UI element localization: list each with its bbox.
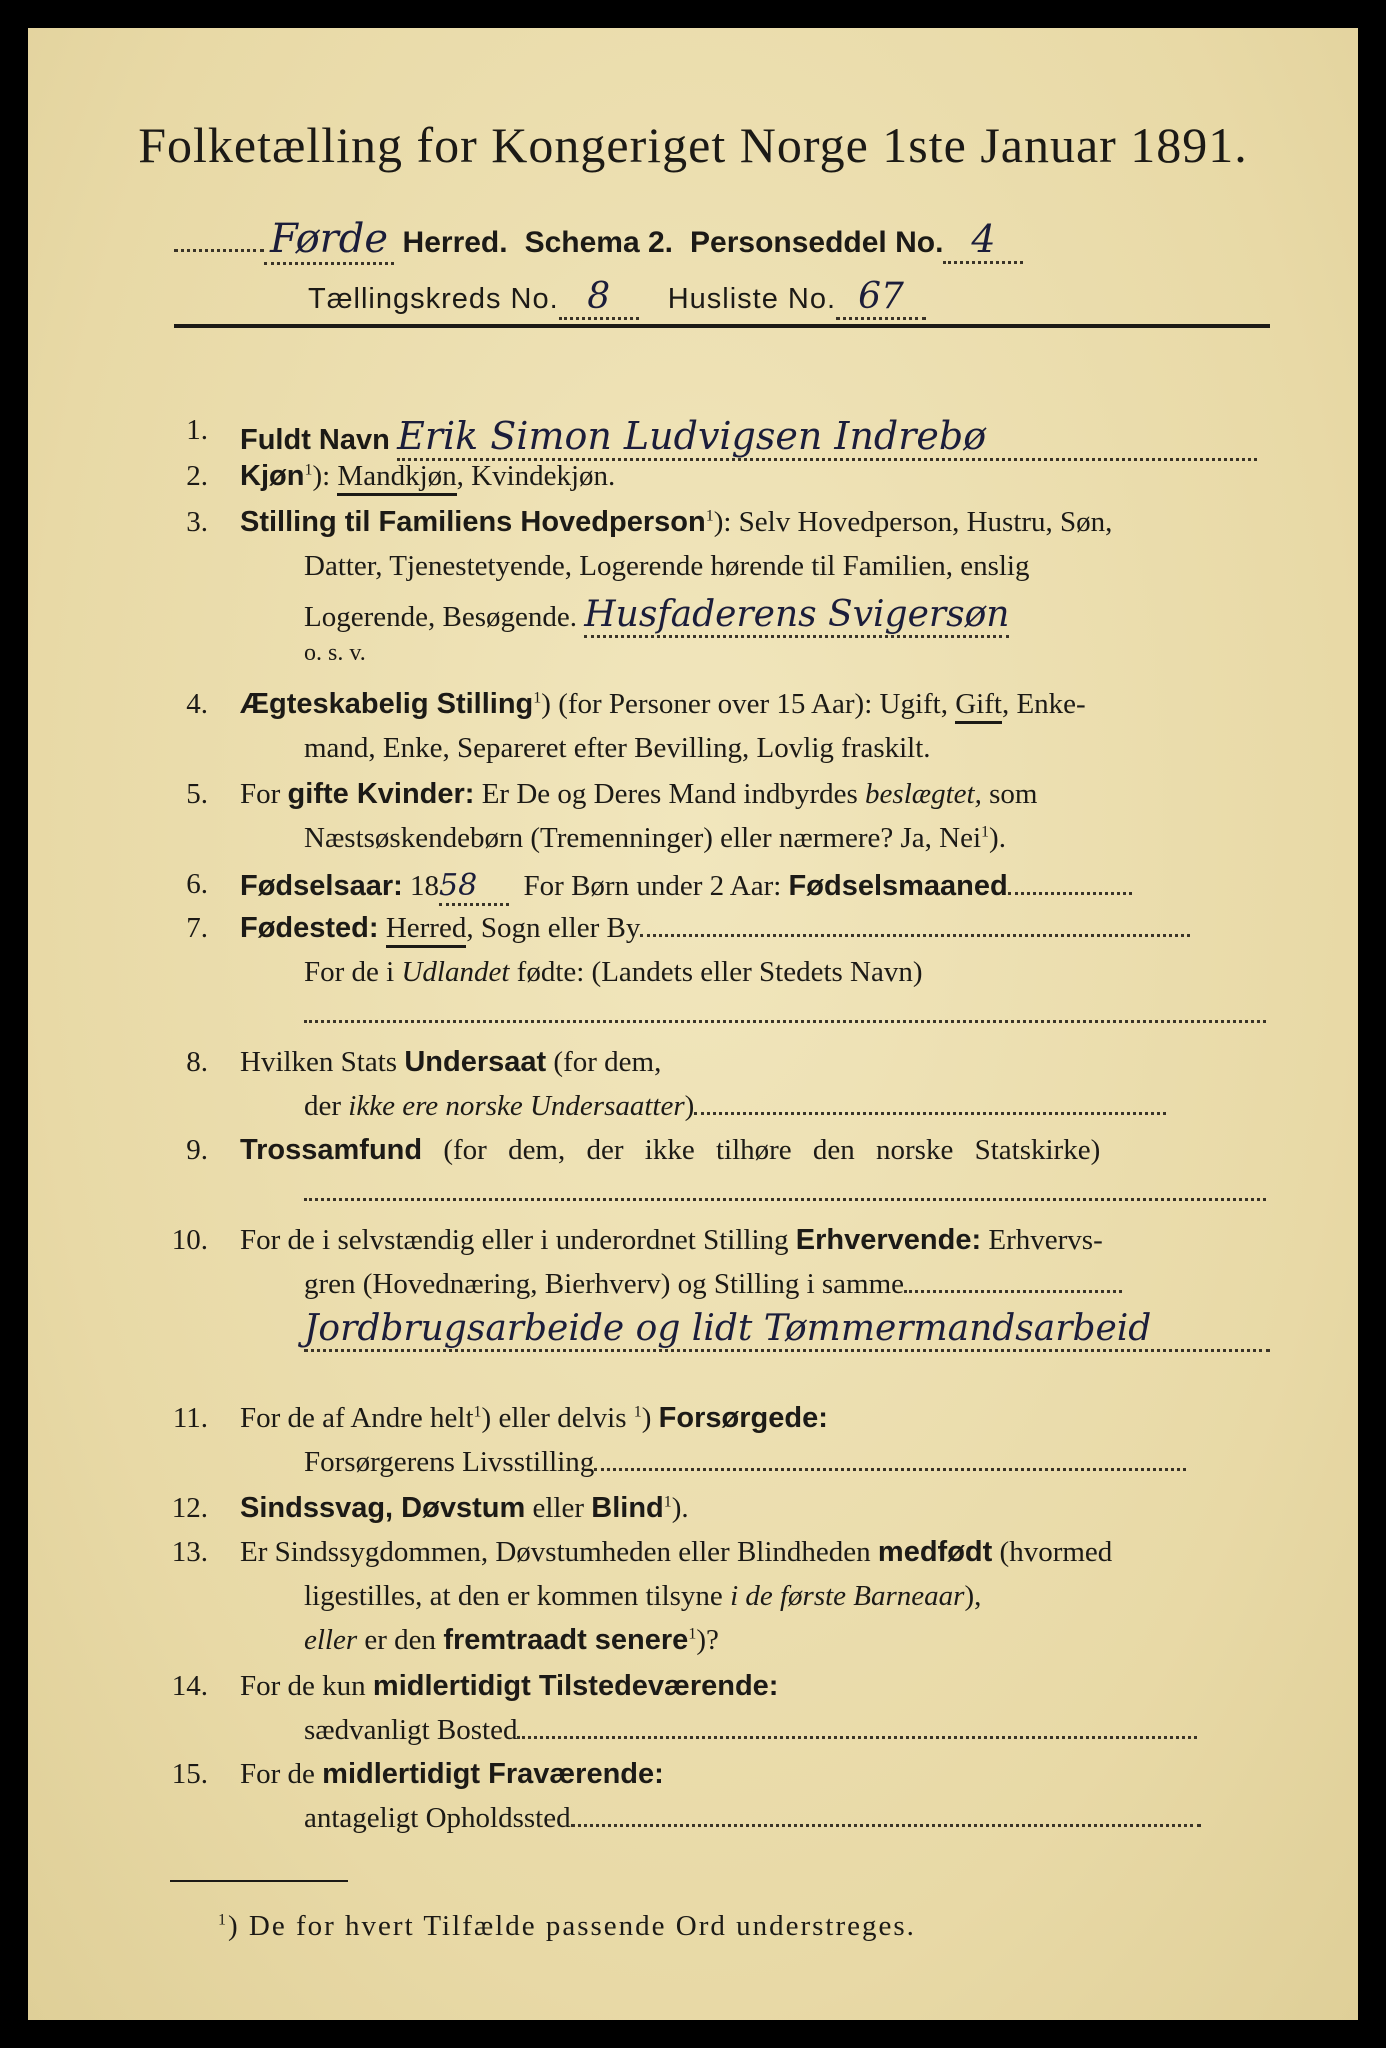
item-text: ): xyxy=(312,460,331,492)
item-text: Forsørgerens Livsstilling xyxy=(304,1446,595,1478)
item-text: som xyxy=(989,778,1038,810)
item-text: For xyxy=(240,778,281,810)
item-15-temp-absent xyxy=(240,1758,664,1791)
herred-value: Førde xyxy=(264,216,394,265)
item-13-line3 xyxy=(304,1624,719,1657)
item-number: 8. xyxy=(186,1046,208,1078)
item-text: Logerende, Besøgende. xyxy=(304,601,577,633)
item-text: Datter, Tjenestetyende, Logerende hørende til Familien, enslig xyxy=(304,550,1030,582)
footnote-ref: 1 xyxy=(663,1493,672,1511)
item-number: 4. xyxy=(186,688,208,720)
item-text: Hvilken Stats xyxy=(240,1046,398,1078)
item-text: ) eller delvis xyxy=(481,1402,627,1434)
blank-field xyxy=(904,1270,1122,1293)
item-11-line2 xyxy=(304,1446,1186,1479)
item-number: 1. xyxy=(186,414,208,446)
herred-label: Herred. xyxy=(402,226,508,259)
personseddel-value: 4 xyxy=(943,217,1023,264)
item-8-citizenship xyxy=(240,1046,661,1079)
item-text: , Sogn eller By xyxy=(466,912,641,944)
item-text: For Børn under 2 Aar: xyxy=(523,870,782,902)
item-number: 2. xyxy=(186,460,208,492)
item-label: Blind xyxy=(591,1492,664,1524)
item-label: midlertidigt Tilstedeværende: xyxy=(372,1670,779,1702)
item-number: 14. xyxy=(171,1670,208,1702)
item-6-birth-year xyxy=(240,868,1132,906)
footnote-mark: 1 xyxy=(218,1911,228,1929)
footnote-divider xyxy=(170,1880,348,1882)
item-text: Næstsøskendebørn (Tremenninger) eller nærmere? Ja, Nei xyxy=(304,822,982,854)
item-14-temp-present xyxy=(240,1670,778,1703)
option-kvindekjon: , Kvindekjøn. xyxy=(456,460,616,492)
footnote-ref: 1 xyxy=(981,823,990,841)
item-text: der xyxy=(304,1090,342,1122)
item-text: ). xyxy=(671,1492,689,1524)
option-gift: Gift xyxy=(955,688,1002,724)
item-emphasis: Udlandet xyxy=(401,956,510,988)
kreds-value: 8 xyxy=(559,276,639,320)
footnote-text: ) De for hvert Tilfælde passende Ord understreges. xyxy=(228,1910,916,1942)
item-3-value-line xyxy=(304,594,1009,635)
item-label: gifte Kvinder: xyxy=(287,778,475,810)
item-label: Fødselsmaaned xyxy=(788,870,1008,902)
option-herred: Herred xyxy=(386,912,467,948)
item-text: ) xyxy=(684,1090,695,1122)
blank-field xyxy=(304,1198,1266,1201)
item-text: For de kun xyxy=(240,1670,366,1702)
item-label: Undersaat xyxy=(404,1046,547,1078)
item-number: 9. xyxy=(186,1134,208,1166)
item-text: ). xyxy=(989,822,1006,854)
husliste-value: 67 xyxy=(836,276,926,320)
item-number: 7. xyxy=(186,912,208,944)
item-label: Erhvervende: xyxy=(795,1224,982,1256)
item-text: For de i xyxy=(304,956,395,988)
item-7-line2 xyxy=(304,956,923,989)
item-7-birthplace xyxy=(240,912,1190,945)
item-1-full-name xyxy=(240,414,1257,461)
item-text: (for dem, xyxy=(553,1046,662,1078)
item-number: 13. xyxy=(171,1536,208,1568)
husliste-label: Husliste No. xyxy=(667,283,837,315)
blank-field xyxy=(304,1020,1266,1023)
item-text: For de i selvstændig eller i underordnet Stilling xyxy=(240,1224,789,1256)
item-text: eller xyxy=(532,1492,585,1524)
item-label: fremtraadt senere xyxy=(443,1624,689,1656)
item-2-sex xyxy=(240,460,615,493)
item-text: For de xyxy=(240,1758,315,1790)
item-text: ): Selv Hovedperson, Hustru, Søn, xyxy=(713,506,1113,538)
footnote-ref: 1 xyxy=(533,689,542,707)
item-text: For de af Andre helt xyxy=(240,1402,474,1434)
item-label: Kjøn xyxy=(240,460,305,492)
item-label: medfødt xyxy=(877,1536,993,1568)
item-text: 18 xyxy=(410,870,440,902)
blank-field xyxy=(594,1448,1186,1471)
item-text: (for dem, der ikke tilhøre den norske Statskirke) xyxy=(443,1134,1101,1166)
footnote-ref: 1 xyxy=(705,507,714,525)
item-text: sædvanligt Bosted xyxy=(304,1714,518,1746)
item-label: Ægteskabelig Stilling xyxy=(240,688,534,720)
footnote-ref: 1 xyxy=(633,1403,642,1421)
item-text: ), xyxy=(964,1580,982,1612)
birth-year-value: 58 xyxy=(439,868,509,906)
blank-field xyxy=(1008,872,1132,895)
item-number: 6. xyxy=(186,868,208,900)
item-number: 3. xyxy=(186,506,208,538)
item-label: Fødested: xyxy=(240,912,379,944)
blank-field xyxy=(571,1804,1201,1827)
item-emphasis: ikke ere norske Undersaatter xyxy=(348,1090,685,1122)
item-label: Fødselsaar: xyxy=(240,870,403,902)
item-10-line2 xyxy=(304,1268,1122,1301)
item-13-congenital xyxy=(240,1536,1112,1569)
item-label: midlertidigt Fraværende: xyxy=(322,1758,664,1790)
item-3-family-position xyxy=(240,506,1112,539)
item-12-disability xyxy=(240,1492,689,1525)
item-label: Fuldt Navn xyxy=(240,424,390,456)
item-text: gren (Hovednæring, Bierhverv) og Stilling i samme xyxy=(304,1268,905,1300)
item-text: mand, Enke, Separeret efter Bevilling, Lovlig fraskilt. xyxy=(304,732,931,764)
item-9-religion xyxy=(240,1134,1100,1167)
herred-line xyxy=(174,216,1274,264)
item-text: fødte: (Landets eller Stedets Navn) xyxy=(516,956,923,988)
blank-field xyxy=(694,1092,1166,1115)
family-position-value: Husfaderens Svigersøn xyxy=(584,594,1009,638)
footnote xyxy=(218,1910,916,1943)
full-name-value: Erik Simon Ludvigsen Indrebø xyxy=(397,414,1257,461)
item-emphasis: eller xyxy=(304,1624,358,1656)
item-13-line2 xyxy=(304,1580,981,1613)
footnote-ref: 1 xyxy=(473,1403,482,1421)
footnote-ref: 1 xyxy=(688,1625,697,1643)
kreds-line xyxy=(308,276,926,320)
header-divider xyxy=(174,324,1270,328)
item-text: Erhvervs- xyxy=(988,1224,1103,1256)
item-number: 15. xyxy=(171,1758,208,1790)
item-emphasis: beslægtet, xyxy=(865,778,982,810)
item-number: 5. xyxy=(186,778,208,810)
item-label: Trossamfund xyxy=(240,1134,423,1166)
item-text: er den xyxy=(364,1624,437,1656)
item-text: Er Sindssygdommen, Døvstumheden eller Blindheden xyxy=(240,1536,871,1568)
item-label: Sindssvag, Døvstum xyxy=(240,1492,526,1524)
footnote-ref: 1 xyxy=(304,461,313,479)
item-number: 12. xyxy=(171,1492,208,1524)
item-text: Er De og Deres Mand indbyrdes xyxy=(481,778,858,810)
item-14-line2 xyxy=(304,1714,1197,1747)
item-11-supported xyxy=(240,1402,828,1435)
item-text: ) (for Personer over 15 Aar): Ugift, xyxy=(541,688,948,720)
item-text: antageligt Opholdssted xyxy=(304,1802,571,1834)
personseddel-label: Personseddel No. xyxy=(690,226,944,259)
option-mandkjon: Mandkjøn xyxy=(337,460,456,496)
census-form-sheet xyxy=(28,28,1358,2020)
item-4-marital xyxy=(240,688,1086,721)
occupation-value: Jordbrugsarbeide og lidt Tømmermandsarbeid xyxy=(304,1308,1270,1352)
item-label: Stilling til Familiens Hovedperson xyxy=(240,506,706,538)
blank-field xyxy=(640,914,1190,937)
item-5-line2 xyxy=(304,822,1006,855)
item-number: 11. xyxy=(172,1402,208,1434)
kreds-label: Tællingskreds No. xyxy=(308,283,559,315)
item-5-married-women xyxy=(240,778,1037,811)
item-text: )? xyxy=(696,1624,719,1656)
form-title: Folketælling for Kongeriget Norge 1ste Januar 1891. xyxy=(138,117,1248,173)
item-text: o. s. v. xyxy=(304,640,366,666)
item-text: ) xyxy=(641,1402,652,1434)
item-label: Forsørgede: xyxy=(658,1402,828,1434)
item-10-occupation xyxy=(240,1224,1103,1257)
item-15-line2 xyxy=(304,1802,1201,1835)
item-text: ligestilles, at den er kommen tilsyne xyxy=(304,1580,723,1612)
item-text: (hvormed xyxy=(999,1536,1113,1568)
schema-label: Schema 2. xyxy=(524,226,674,259)
item-emphasis: i de første Barneaar xyxy=(730,1580,965,1612)
item-number: 10. xyxy=(171,1224,208,1256)
item-text: , Enke- xyxy=(1001,688,1086,720)
blank-field xyxy=(517,1716,1197,1739)
item-8-line2 xyxy=(304,1090,1166,1123)
